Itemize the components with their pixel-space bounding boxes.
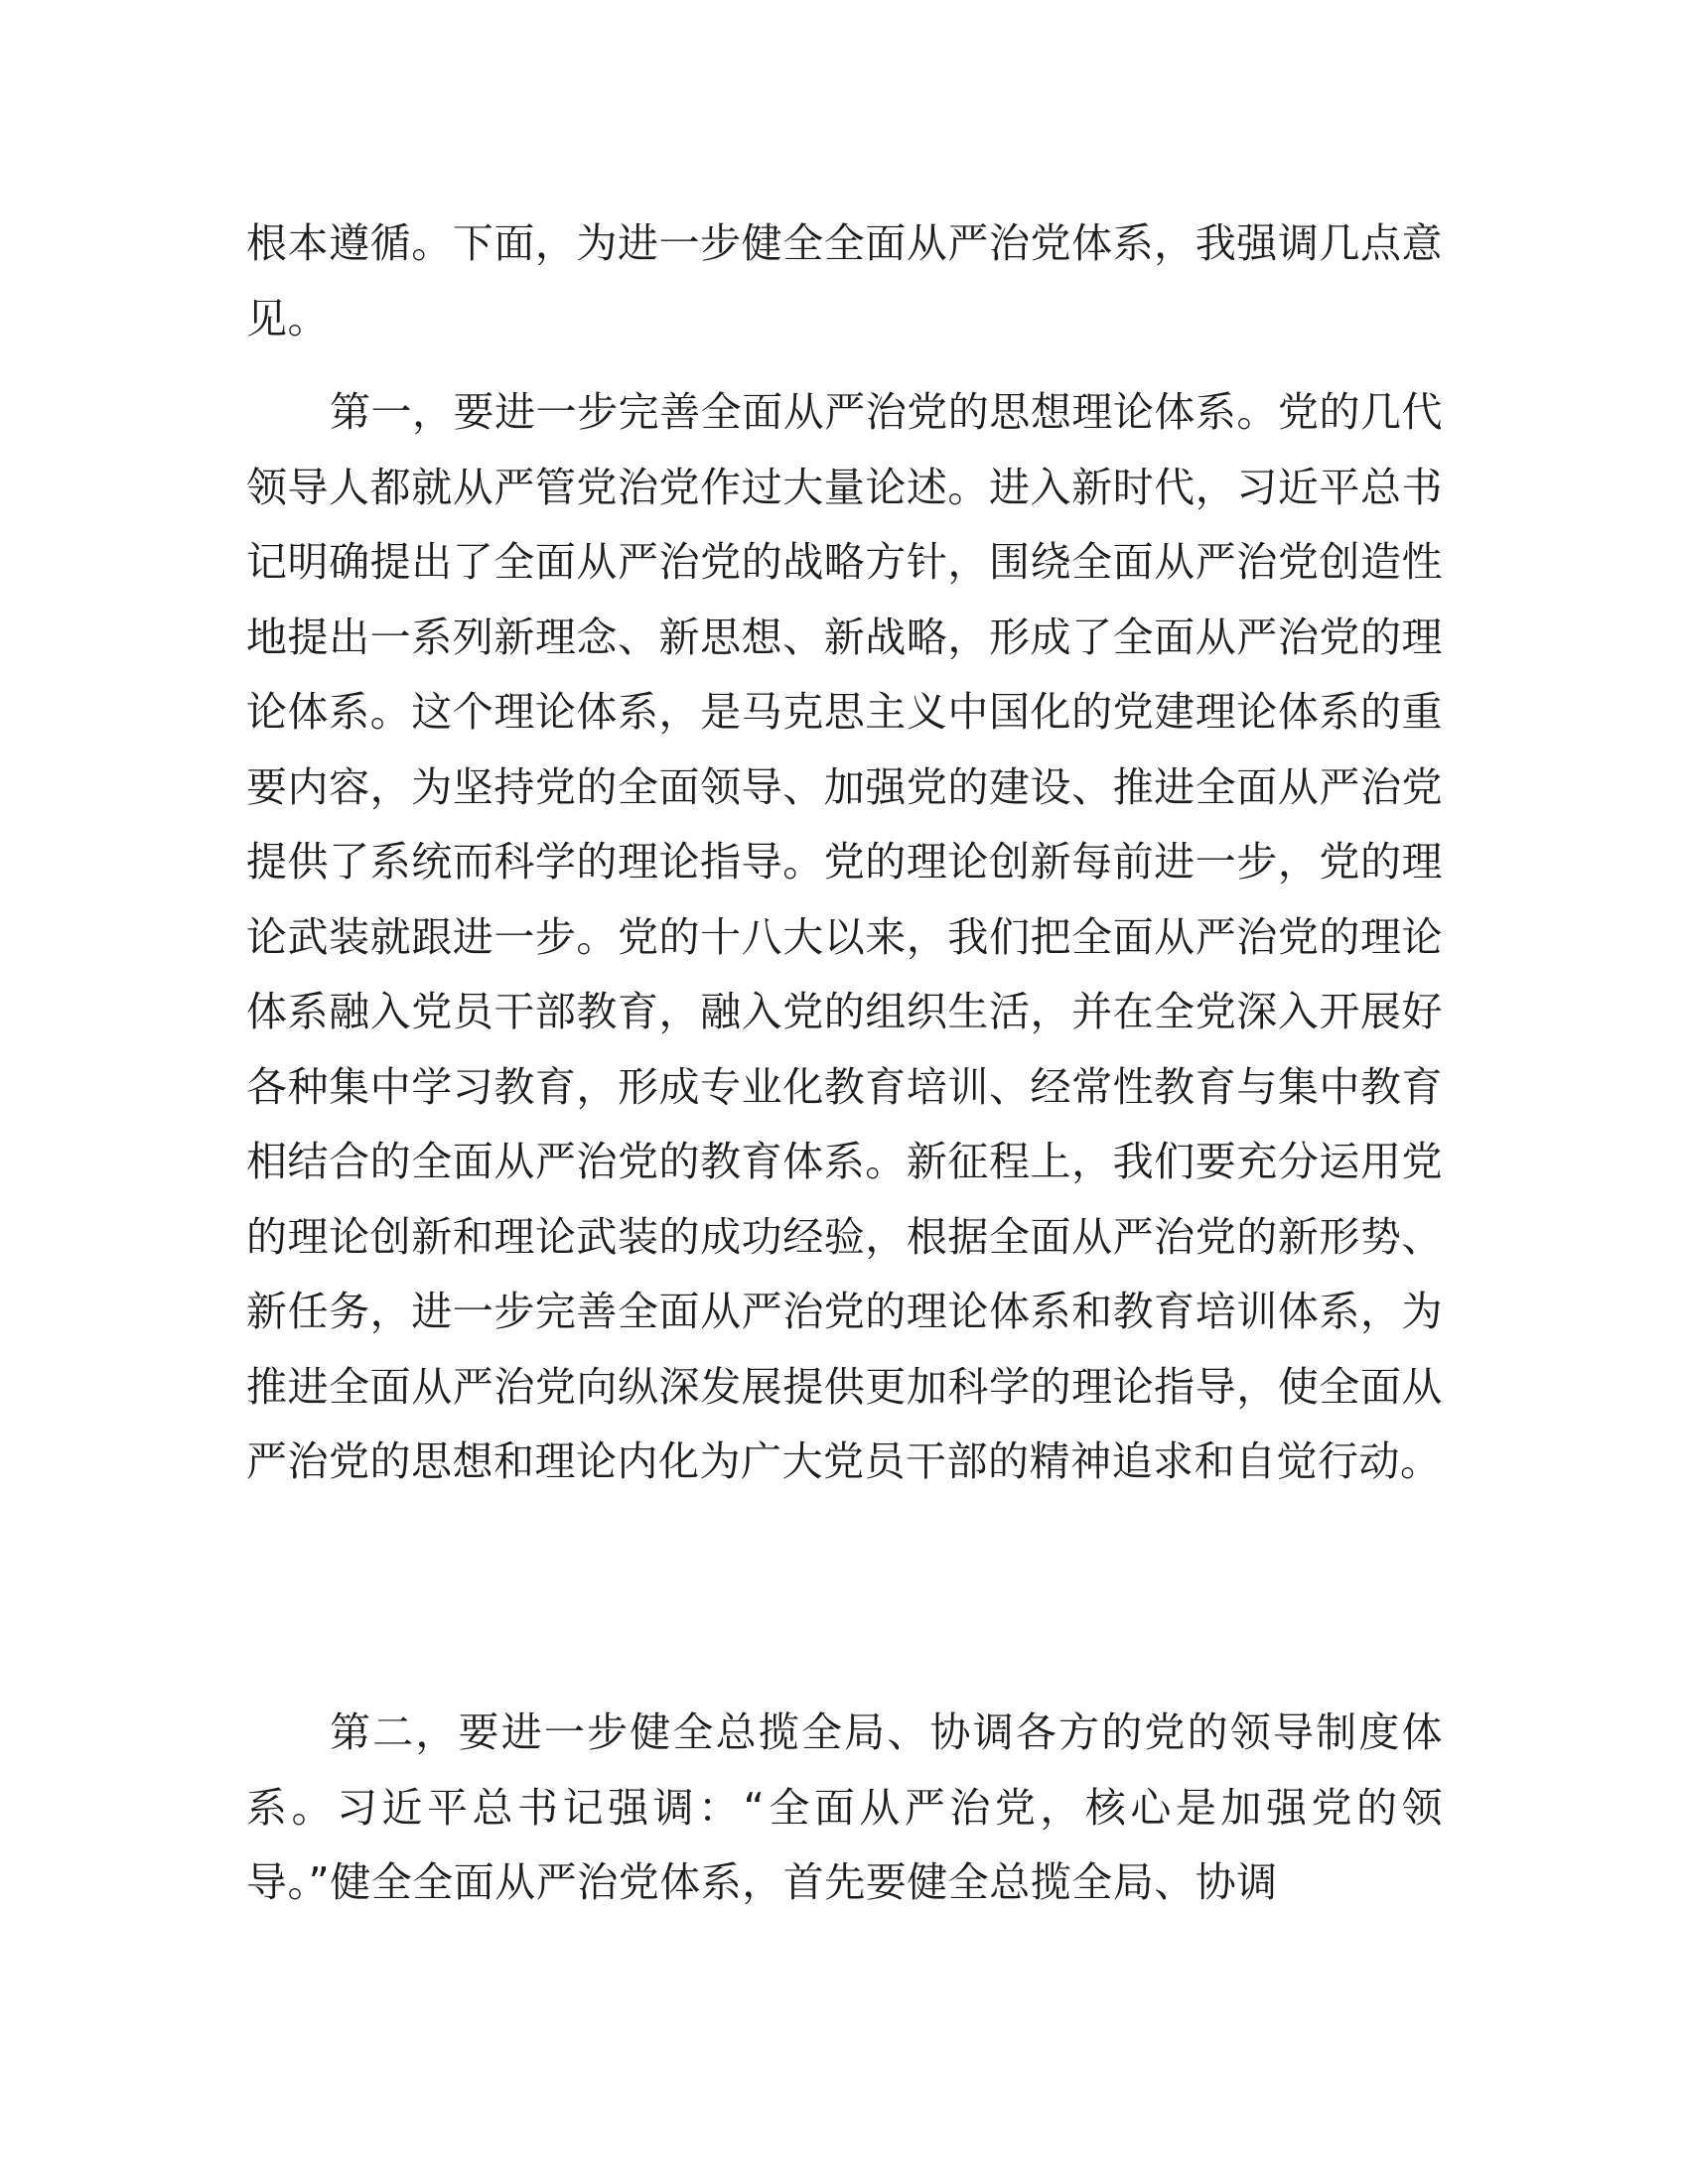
paragraph-text: 根本遵循。下面，为进一步健全全面从严治党体系，我强调几点意见。 [246,219,1443,342]
paragraph-point-two [246,1696,1443,1921]
paragraph-point-one [246,375,1443,1500]
paragraph-text: 第二，要进一步健全总揽全局、协调各方的党的领导制度体系。习近平总书记强调：“全面从严治党，核心是加强党的领导。”健全全面从严治党体系，首先要健全总揽全局、协调 [246,1708,1443,1906]
paragraph-text: 第一，要进一步完善全面从严治党的思想理论体系。党的几代领导人都就从严管党治党作过大量论述。进入新时代，习近平总书记明确提出了全面从严治党的战略方针，围绕全面从严治党创造性地提出一系列新理念、新思想、新战略，形成了全面从严治党的理论体系。这个理论体系，是马克思主义中国化的党建理论体系的重要内容，为坚持党的全面领导、加强党的建设、推进全面从严治党提供了系统而科学的理论指导。党的理论创新每前进一步，党的理论武装就跟进一步。党的十八大以来，我们把全面从严治党的理论体系融入党员干部教育，融入党的组织生活，并在全党深入开展好各种集中学习教育，形成专业化教育培训、经常性教育与集中教育相结合的全面从严治党的教育体系。新征程上，我们要充分运用党的理论创新和理论武装的成功经验，根据全面从严治党的新形势、新任务，进一步完善全面从严治党的理论体系和教育培训体系，为推进全面从严治党向纵深发展提供更加科学的理论指导，使全面从严治党的思想和理论内化为广大党员干部的精神追求和自觉行动。 [246,388,1443,1485]
paragraph-continuation [246,206,1443,356]
